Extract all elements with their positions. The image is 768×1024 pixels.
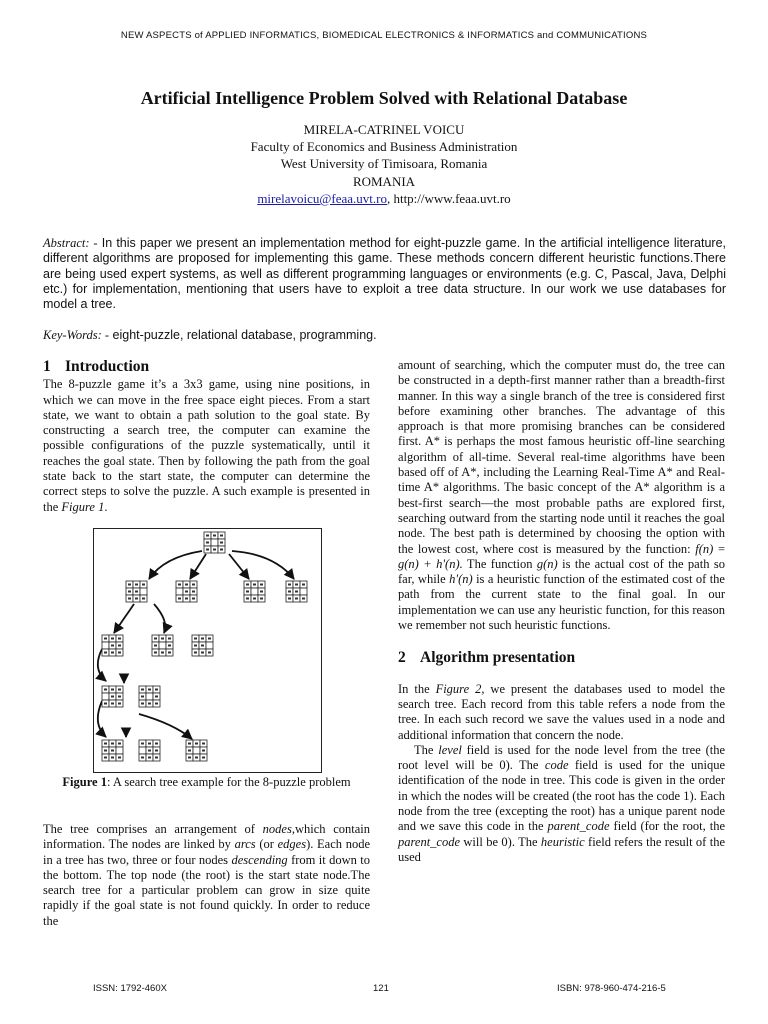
figure-caption bbox=[43, 775, 370, 791]
running-header: NEW ASPECTS of APPLIED INFORMATICS, BIOMEDICAL ELECTRONICS & INFORMATICS and COMMUNICATIONS bbox=[120, 30, 648, 41]
tree-arrow bbox=[229, 554, 249, 579]
figure-search-tree bbox=[93, 528, 322, 773]
author-name: MIRELA-CATRINEL VOICU bbox=[303, 122, 465, 137]
tree-arrow bbox=[139, 714, 192, 739]
puzzle-board bbox=[102, 740, 123, 761]
author-block bbox=[0, 121, 768, 207]
figure-caption-text: : A search tree example for the 8-puzzle problem bbox=[106, 775, 351, 789]
section-heading-2: 2 Algorithm presentation bbox=[398, 649, 576, 667]
puzzle-board bbox=[192, 635, 213, 656]
paper-title: Artificial Intelligence Problem Solved with Relational Database bbox=[140, 88, 628, 108]
author-country: ROMANIA bbox=[352, 173, 416, 189]
footer-page-number: 121 bbox=[373, 983, 389, 994]
abstract-label: Abstract: - bbox=[43, 236, 98, 250]
tree-arrow bbox=[154, 604, 165, 633]
abstract bbox=[43, 236, 726, 312]
puzzle-board bbox=[139, 686, 160, 707]
puzzle-board bbox=[286, 581, 307, 602]
website-text: , http://www.feaa.uvt.ro bbox=[386, 190, 511, 206]
tree-arrow bbox=[190, 554, 206, 579]
keywords bbox=[43, 328, 726, 343]
tree-arrow bbox=[149, 551, 202, 579]
author-university: West University of Timisoara, Romania bbox=[280, 156, 488, 172]
intro-paragraph-1: The 8-puzzle game it’s a 3x3 game, using nine positions, in which we can move in the free space eight pieces. From a start state, we want to obtain a path solution to the goal state. By constructing a search tree, the computer can examine the possible configurations of the puzzle systematically, until it reaches the goal state. Then by following the path from the goal state back to the start state, the computer can determine the correct steps to solve the puzzle. A such example is presented in the Figure 1. bbox=[43, 377, 370, 514]
email-link[interactable]: mirelavoicu@feaa.uvt.ro bbox=[257, 190, 387, 206]
puzzle-board bbox=[204, 532, 225, 553]
author-faculty: Faculty of Economics and Business Administration bbox=[250, 139, 518, 155]
intro-paragraph-2: The tree comprises an arrangement of nodes,which contain information. The nodes are linked by arcs (or edges). Each node in a tree has two, three or four nodes descending from it down to the bottom. The top node (the root) is the start state node.The search tree for a particular problem can grow in size quite rapidly if the goal state is not found quickly. In order to reduce the bbox=[43, 822, 371, 928]
footer-issn: ISSN: 1792-460X bbox=[93, 983, 167, 994]
puzzle-board bbox=[244, 581, 265, 602]
puzzle-board bbox=[152, 635, 173, 656]
right-paragraph-1: amount of searching, which the computer must do, the tree can be constructed in a depth-first manner rather than a breadth-first manner. In this way a single branch of the tree is considered first before examining other branches. The advantage of this approach is that more promising branches can be considered first. A* is perhaps the most famous heuristic off-line searching algorithm of all-time. Several real-time algorithms have been based off of A*, including the Learning Real-Time A* and Real-time A* algorithms. The basic concept of the A* algorithm is a best-first search—the most probable paths are explored first, searching outward from the starting node until it reaches the goal node. The best path is determined by choosing the option with the lowest cost, where cost is measured by the function: f(n) = g(n) + h'(n). The function g(n) is the actual cost of the path so far, while h'(n) is a heuristic function of the estimated cost of the path from the current state to the final goal. In our implementation we can use any heuristic function, for this reason we remember not such heuristic functions. bbox=[398, 358, 725, 633]
puzzle-board bbox=[102, 686, 123, 707]
intro-column-bottom bbox=[43, 822, 370, 929]
keywords-label: Key-Words: - bbox=[43, 328, 110, 342]
tree-arrow bbox=[232, 551, 294, 579]
abstract-text: In this paper we present an implementation method for eight-puzzle game. In the artificial intelligence literature, different algorithms are proposed for implementing this game. These methods concern different heuristic functions.There are being used expert systems, as well as different programming languages or environments (e.g. C, Pascal, Java, Delphi etc.) for implementation, mentioning that users have to exploit a tree data structure. In our work we use databases for model a tree. bbox=[43, 236, 727, 312]
footer-isbn: ISBN: 978-960-474-216-5 bbox=[557, 983, 666, 994]
puzzle-board bbox=[176, 581, 197, 602]
intro-column-top bbox=[43, 359, 370, 515]
puzzle-board bbox=[139, 740, 160, 761]
right-paragraph-2: In the Figure 2, we present the databases used to model the search tree. Each record from this table refers a node from the tree. In each such record we save the values used in a node and additional information that concern the node. bbox=[398, 681, 726, 742]
puzzle-board bbox=[126, 581, 147, 602]
puzzle-board bbox=[186, 740, 207, 761]
section-heading-1: 1 Introduction bbox=[43, 358, 150, 375]
keywords-text: eight-puzzle, relational database, programming. bbox=[109, 328, 377, 342]
right-column bbox=[398, 358, 725, 865]
right-paragraph-3: The level field is used for the node level from the tree (the root level will be 0). The code field is used for the unique identification of the node in tree. This code is given in the order in which the nodes will be created (the root has the code 1). Each node from the tree (excepting the root) has a unique parent node and we save this code in the parent_code field (for the root, the parent_code will be 0). The heuristic field refers the result of the used bbox=[398, 742, 726, 864]
figure-ref: Figure 1 bbox=[61, 499, 105, 514]
puzzle-board bbox=[102, 635, 123, 656]
tree-arrow bbox=[114, 604, 134, 633]
figure-caption-label: Figure 1 bbox=[62, 775, 107, 789]
search-tree-diagram bbox=[94, 529, 321, 772]
author-contact bbox=[0, 190, 768, 207]
